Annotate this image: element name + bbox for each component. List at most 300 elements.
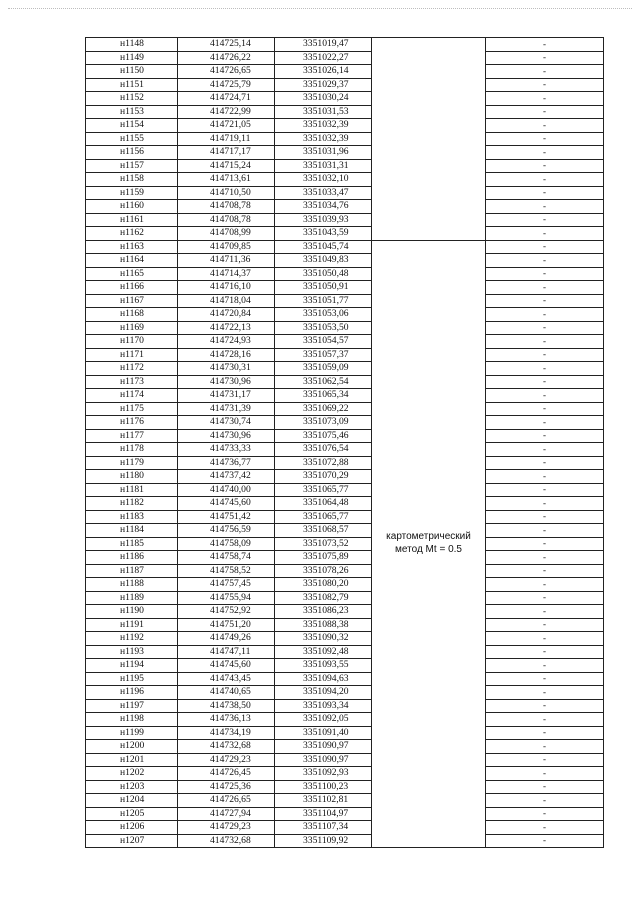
table-row: [86, 767, 604, 781]
x-coordinate-cell: 414718,04: [178, 294, 275, 308]
table-row: [86, 416, 604, 430]
x-coordinate-cell: 414716,10: [178, 281, 275, 295]
point-number-cell: н1177: [86, 429, 178, 443]
y-coordinate-cell: 3351050,48: [275, 267, 372, 281]
point-number-cell: н1158: [86, 173, 178, 187]
table-row: [86, 740, 604, 754]
x-coordinate-cell: 414757,45: [178, 578, 275, 592]
y-coordinate-cell: 3351031,53: [275, 105, 372, 119]
table-row: [86, 483, 604, 497]
y-coordinate-cell: 3351034,76: [275, 200, 372, 214]
point-number-cell: н1182: [86, 497, 178, 511]
note-cell: -: [486, 591, 604, 605]
y-coordinate-cell: 3351078,26: [275, 564, 372, 578]
x-coordinate-cell: 414743,45: [178, 672, 275, 686]
table-row: [86, 362, 604, 376]
note-cell: -: [486, 794, 604, 808]
point-number-cell: н1148: [86, 38, 178, 52]
table-row: [86, 132, 604, 146]
y-coordinate-cell: 3351094,63: [275, 672, 372, 686]
point-number-cell: н1160: [86, 200, 178, 214]
x-coordinate-cell: 414726,65: [178, 65, 275, 79]
table-row: [86, 294, 604, 308]
note-cell: -: [486, 240, 604, 254]
x-coordinate-cell: 414708,99: [178, 227, 275, 241]
table-row: [86, 510, 604, 524]
table-row: [86, 227, 604, 241]
y-coordinate-cell: 3351031,31: [275, 159, 372, 173]
y-coordinate-cell: 3351065,77: [275, 510, 372, 524]
x-coordinate-cell: 414749,26: [178, 632, 275, 646]
y-coordinate-cell: 3351090,97: [275, 740, 372, 754]
point-number-cell: н1205: [86, 807, 178, 821]
x-coordinate-cell: 414722,13: [178, 321, 275, 335]
table-row: [86, 578, 604, 592]
y-coordinate-cell: 3351053,06: [275, 308, 372, 322]
x-coordinate-cell: 414745,60: [178, 659, 275, 673]
table-row: [86, 645, 604, 659]
y-coordinate-cell: 3351032,39: [275, 132, 372, 146]
x-coordinate-cell: 414730,74: [178, 416, 275, 430]
y-coordinate-cell: 3351107,34: [275, 821, 372, 835]
x-coordinate-cell: 414755,94: [178, 591, 275, 605]
note-cell: -: [486, 821, 604, 835]
point-number-cell: н1188: [86, 578, 178, 592]
table-row: [86, 38, 604, 52]
table-row: [86, 281, 604, 295]
y-coordinate-cell: 3351070,29: [275, 470, 372, 484]
note-cell: -: [486, 510, 604, 524]
table-row: [86, 389, 604, 403]
note-cell: -: [486, 375, 604, 389]
point-number-cell: н1174: [86, 389, 178, 403]
point-number-cell: н1166: [86, 281, 178, 295]
y-coordinate-cell: 3351093,34: [275, 699, 372, 713]
table-row: [86, 713, 604, 727]
x-coordinate-cell: 414758,09: [178, 537, 275, 551]
y-coordinate-cell: 3351073,09: [275, 416, 372, 430]
note-cell: -: [486, 132, 604, 146]
table-row: [86, 537, 604, 551]
x-coordinate-cell: 414724,93: [178, 335, 275, 349]
note-cell: -: [486, 753, 604, 767]
point-number-cell: н1178: [86, 443, 178, 457]
x-coordinate-cell: 414730,96: [178, 375, 275, 389]
note-cell: -: [486, 632, 604, 646]
y-coordinate-cell: 3351076,54: [275, 443, 372, 457]
x-coordinate-cell: 414738,50: [178, 699, 275, 713]
point-number-cell: н1180: [86, 470, 178, 484]
x-coordinate-cell: 414711,36: [178, 254, 275, 268]
y-coordinate-cell: 3351033,47: [275, 186, 372, 200]
note-cell: -: [486, 105, 604, 119]
note-cell: -: [486, 456, 604, 470]
point-number-cell: н1197: [86, 699, 178, 713]
note-cell: -: [486, 389, 604, 403]
y-coordinate-cell: 3351093,55: [275, 659, 372, 673]
y-coordinate-cell: 3351092,05: [275, 713, 372, 727]
note-cell: -: [486, 618, 604, 632]
note-cell: -: [486, 564, 604, 578]
y-coordinate-cell: 3351088,38: [275, 618, 372, 632]
note-cell: -: [486, 443, 604, 457]
y-coordinate-cell: 3351094,20: [275, 686, 372, 700]
point-number-cell: н1154: [86, 119, 178, 133]
point-number-cell: н1187: [86, 564, 178, 578]
x-coordinate-cell: 414730,96: [178, 429, 275, 443]
point-number-cell: н1184: [86, 524, 178, 538]
note-cell: -: [486, 524, 604, 538]
x-coordinate-cell: 414736,13: [178, 713, 275, 727]
table-row: [86, 780, 604, 794]
point-number-cell: н1168: [86, 308, 178, 322]
note-cell: -: [486, 267, 604, 281]
y-coordinate-cell: 3351030,24: [275, 92, 372, 106]
y-coordinate-cell: 3351031,96: [275, 146, 372, 160]
table-row: [86, 551, 604, 565]
table-row: [86, 65, 604, 79]
point-number-cell: н1196: [86, 686, 178, 700]
x-coordinate-cell: 414719,11: [178, 132, 275, 146]
y-coordinate-cell: 3351051,77: [275, 294, 372, 308]
method-cell-empty: [372, 38, 486, 241]
table-row: [86, 159, 604, 173]
point-number-cell: н1191: [86, 618, 178, 632]
point-number-cell: н1162: [86, 227, 178, 241]
x-coordinate-cell: 414714,37: [178, 267, 275, 281]
note-cell: -: [486, 308, 604, 322]
y-coordinate-cell: 3351092,93: [275, 767, 372, 781]
table-row: [86, 200, 604, 214]
y-coordinate-cell: 3351090,32: [275, 632, 372, 646]
point-number-cell: н1193: [86, 645, 178, 659]
note-cell: -: [486, 78, 604, 92]
y-coordinate-cell: 3351019,47: [275, 38, 372, 52]
y-coordinate-cell: 3351091,40: [275, 726, 372, 740]
coordinates-table: [85, 37, 604, 848]
note-cell: -: [486, 173, 604, 187]
table-row: [86, 618, 604, 632]
table-row: [86, 105, 604, 119]
note-cell: -: [486, 65, 604, 79]
note-cell: -: [486, 659, 604, 673]
note-cell: -: [486, 605, 604, 619]
note-cell: -: [486, 38, 604, 52]
y-coordinate-cell: 3351080,20: [275, 578, 372, 592]
note-cell: -: [486, 713, 604, 727]
point-number-cell: н1159: [86, 186, 178, 200]
note-cell: -: [486, 159, 604, 173]
x-coordinate-cell: 414725,14: [178, 38, 275, 52]
x-coordinate-cell: 414732,68: [178, 834, 275, 848]
x-coordinate-cell: 414740,65: [178, 686, 275, 700]
note-cell: -: [486, 119, 604, 133]
x-coordinate-cell: 414751,20: [178, 618, 275, 632]
table-row: [86, 429, 604, 443]
point-number-cell: н1152: [86, 92, 178, 106]
x-coordinate-cell: 414729,23: [178, 753, 275, 767]
x-coordinate-cell: 414734,19: [178, 726, 275, 740]
y-coordinate-cell: 3351104,97: [275, 807, 372, 821]
x-coordinate-cell: 414732,68: [178, 740, 275, 754]
coordinates-table-body: [86, 38, 604, 848]
point-number-cell: н1163: [86, 240, 178, 254]
note-cell: -: [486, 483, 604, 497]
note-cell: -: [486, 92, 604, 106]
x-coordinate-cell: 414725,79: [178, 78, 275, 92]
x-coordinate-cell: 414717,17: [178, 146, 275, 160]
y-coordinate-cell: 3351032,39: [275, 119, 372, 133]
point-number-cell: н1201: [86, 753, 178, 767]
point-number-cell: н1206: [86, 821, 178, 835]
table-row: [86, 632, 604, 646]
point-number-cell: н1149: [86, 51, 178, 65]
x-coordinate-cell: 414730,31: [178, 362, 275, 376]
note-cell: -: [486, 213, 604, 227]
table-row: [86, 753, 604, 767]
note-cell: -: [486, 780, 604, 794]
note-cell: -: [486, 740, 604, 754]
point-number-cell: н1172: [86, 362, 178, 376]
y-coordinate-cell: 3351075,89: [275, 551, 372, 565]
x-coordinate-cell: 414758,74: [178, 551, 275, 565]
point-number-cell: н1161: [86, 213, 178, 227]
point-number-cell: н1199: [86, 726, 178, 740]
table-row: [86, 591, 604, 605]
table-row: [86, 443, 604, 457]
method-label-line-2: метод Mt = 0.5: [395, 543, 462, 555]
table-row: [86, 267, 604, 281]
note-cell: -: [486, 348, 604, 362]
y-coordinate-cell: 3351069,22: [275, 402, 372, 416]
table-row: [86, 348, 604, 362]
note-cell: -: [486, 146, 604, 160]
table-row: [86, 92, 604, 106]
table-row: [86, 794, 604, 808]
table-row: [86, 335, 604, 349]
y-coordinate-cell: 3351100,23: [275, 780, 372, 794]
table-row: [86, 470, 604, 484]
y-coordinate-cell: 3351092,48: [275, 645, 372, 659]
note-cell: -: [486, 551, 604, 565]
x-coordinate-cell: 414725,36: [178, 780, 275, 794]
point-number-cell: н1189: [86, 591, 178, 605]
table-row: [86, 659, 604, 673]
y-coordinate-cell: 3351072,88: [275, 456, 372, 470]
note-cell: -: [486, 537, 604, 551]
note-cell: -: [486, 497, 604, 511]
y-coordinate-cell: 3351090,97: [275, 753, 372, 767]
point-number-cell: н1169: [86, 321, 178, 335]
note-cell: -: [486, 470, 604, 484]
x-coordinate-cell: 414726,45: [178, 767, 275, 781]
x-coordinate-cell: 414751,42: [178, 510, 275, 524]
note-cell: -: [486, 321, 604, 335]
note-cell: -: [486, 227, 604, 241]
point-number-cell: н1185: [86, 537, 178, 551]
table-row: [86, 821, 604, 835]
y-coordinate-cell: 3351045,74: [275, 240, 372, 254]
table-row: [86, 146, 604, 160]
y-coordinate-cell: 3351065,77: [275, 483, 372, 497]
point-number-cell: н1183: [86, 510, 178, 524]
header-dotted-rule: [8, 8, 632, 9]
x-coordinate-cell: 414715,24: [178, 159, 275, 173]
point-number-cell: н1186: [86, 551, 178, 565]
x-coordinate-cell: 414722,99: [178, 105, 275, 119]
point-number-cell: н1198: [86, 713, 178, 727]
note-cell: -: [486, 834, 604, 848]
y-coordinate-cell: 3351059,09: [275, 362, 372, 376]
point-number-cell: н1150: [86, 65, 178, 79]
note-cell: -: [486, 402, 604, 416]
note-cell: -: [486, 281, 604, 295]
point-number-cell: н1207: [86, 834, 178, 848]
point-number-cell: н1176: [86, 416, 178, 430]
x-coordinate-cell: 414758,52: [178, 564, 275, 578]
point-number-cell: н1194: [86, 659, 178, 673]
point-number-cell: н1157: [86, 159, 178, 173]
note-cell: -: [486, 645, 604, 659]
table-row: [86, 213, 604, 227]
table-row: [86, 51, 604, 65]
point-number-cell: н1155: [86, 132, 178, 146]
y-coordinate-cell: 3351022,27: [275, 51, 372, 65]
x-coordinate-cell: 414726,22: [178, 51, 275, 65]
table-row: [86, 686, 604, 700]
method-cell: [372, 240, 486, 848]
note-cell: -: [486, 254, 604, 268]
x-coordinate-cell: 414728,16: [178, 348, 275, 362]
x-coordinate-cell: 414733,33: [178, 443, 275, 457]
note-cell: -: [486, 186, 604, 200]
table-row: [86, 834, 604, 848]
table-row: [86, 524, 604, 538]
note-cell: -: [486, 362, 604, 376]
method-label-line-1: картометрический: [386, 531, 471, 543]
point-number-cell: н1179: [86, 456, 178, 470]
y-coordinate-cell: 3351062,54: [275, 375, 372, 389]
x-coordinate-cell: 414740,00: [178, 483, 275, 497]
y-coordinate-cell: 3351049,83: [275, 254, 372, 268]
table-row: [86, 186, 604, 200]
x-coordinate-cell: 414726,65: [178, 794, 275, 808]
y-coordinate-cell: 3351043,59: [275, 227, 372, 241]
y-coordinate-cell: 3351073,52: [275, 537, 372, 551]
point-number-cell: н1153: [86, 105, 178, 119]
table-row: [86, 78, 604, 92]
table-row: [86, 497, 604, 511]
table-row: [86, 254, 604, 268]
y-coordinate-cell: 3351075,46: [275, 429, 372, 443]
note-cell: -: [486, 51, 604, 65]
x-coordinate-cell: 414737,42: [178, 470, 275, 484]
note-cell: -: [486, 686, 604, 700]
note-cell: -: [486, 200, 604, 214]
y-coordinate-cell: 3351068,57: [275, 524, 372, 538]
y-coordinate-cell: 3351032,10: [275, 173, 372, 187]
table-row: [86, 375, 604, 389]
y-coordinate-cell: 3351057,37: [275, 348, 372, 362]
x-coordinate-cell: 414729,23: [178, 821, 275, 835]
note-cell: -: [486, 726, 604, 740]
x-coordinate-cell: 414747,11: [178, 645, 275, 659]
x-coordinate-cell: 414756,59: [178, 524, 275, 538]
table-row: [86, 564, 604, 578]
x-coordinate-cell: 414724,71: [178, 92, 275, 106]
y-coordinate-cell: 3351065,34: [275, 389, 372, 403]
point-number-cell: н1173: [86, 375, 178, 389]
note-cell: -: [486, 767, 604, 781]
point-number-cell: н1167: [86, 294, 178, 308]
point-number-cell: н1192: [86, 632, 178, 646]
point-number-cell: н1203: [86, 780, 178, 794]
y-coordinate-cell: 3351102,81: [275, 794, 372, 808]
point-number-cell: н1190: [86, 605, 178, 619]
x-coordinate-cell: 414727,94: [178, 807, 275, 821]
table-row: [86, 456, 604, 470]
table-row: [86, 807, 604, 821]
table-row: [86, 699, 604, 713]
point-number-cell: н1164: [86, 254, 178, 268]
table-row: [86, 173, 604, 187]
y-coordinate-cell: 3351026,14: [275, 65, 372, 79]
y-coordinate-cell: 3351082,79: [275, 591, 372, 605]
x-coordinate-cell: 414731,17: [178, 389, 275, 403]
x-coordinate-cell: 414708,78: [178, 200, 275, 214]
y-coordinate-cell: 3351054,57: [275, 335, 372, 349]
y-coordinate-cell: 3351029,37: [275, 78, 372, 92]
x-coordinate-cell: 414710,50: [178, 186, 275, 200]
y-coordinate-cell: 3351039,93: [275, 213, 372, 227]
note-cell: -: [486, 578, 604, 592]
note-cell: -: [486, 699, 604, 713]
table-row: [86, 726, 604, 740]
x-coordinate-cell: 414745,60: [178, 497, 275, 511]
x-coordinate-cell: 414709,85: [178, 240, 275, 254]
x-coordinate-cell: 414731,39: [178, 402, 275, 416]
note-cell: -: [486, 416, 604, 430]
note-cell: -: [486, 807, 604, 821]
point-number-cell: н1151: [86, 78, 178, 92]
y-coordinate-cell: 3351053,50: [275, 321, 372, 335]
point-number-cell: н1195: [86, 672, 178, 686]
note-cell: -: [486, 335, 604, 349]
note-cell: -: [486, 672, 604, 686]
x-coordinate-cell: 414736,77: [178, 456, 275, 470]
x-coordinate-cell: 414721,05: [178, 119, 275, 133]
y-coordinate-cell: 3351064,48: [275, 497, 372, 511]
point-number-cell: н1202: [86, 767, 178, 781]
x-coordinate-cell: 414708,78: [178, 213, 275, 227]
point-number-cell: н1181: [86, 483, 178, 497]
point-number-cell: н1170: [86, 335, 178, 349]
table-row: [86, 308, 604, 322]
table-row: [86, 672, 604, 686]
point-number-cell: н1204: [86, 794, 178, 808]
y-coordinate-cell: 3351050,91: [275, 281, 372, 295]
table-row: [86, 402, 604, 416]
x-coordinate-cell: 414720,84: [178, 308, 275, 322]
point-number-cell: н1165: [86, 267, 178, 281]
y-coordinate-cell: 3351086,23: [275, 605, 372, 619]
x-coordinate-cell: 414752,92: [178, 605, 275, 619]
note-cell: -: [486, 294, 604, 308]
point-number-cell: н1156: [86, 146, 178, 160]
point-number-cell: н1175: [86, 402, 178, 416]
point-number-cell: н1200: [86, 740, 178, 754]
table-row: [86, 321, 604, 335]
